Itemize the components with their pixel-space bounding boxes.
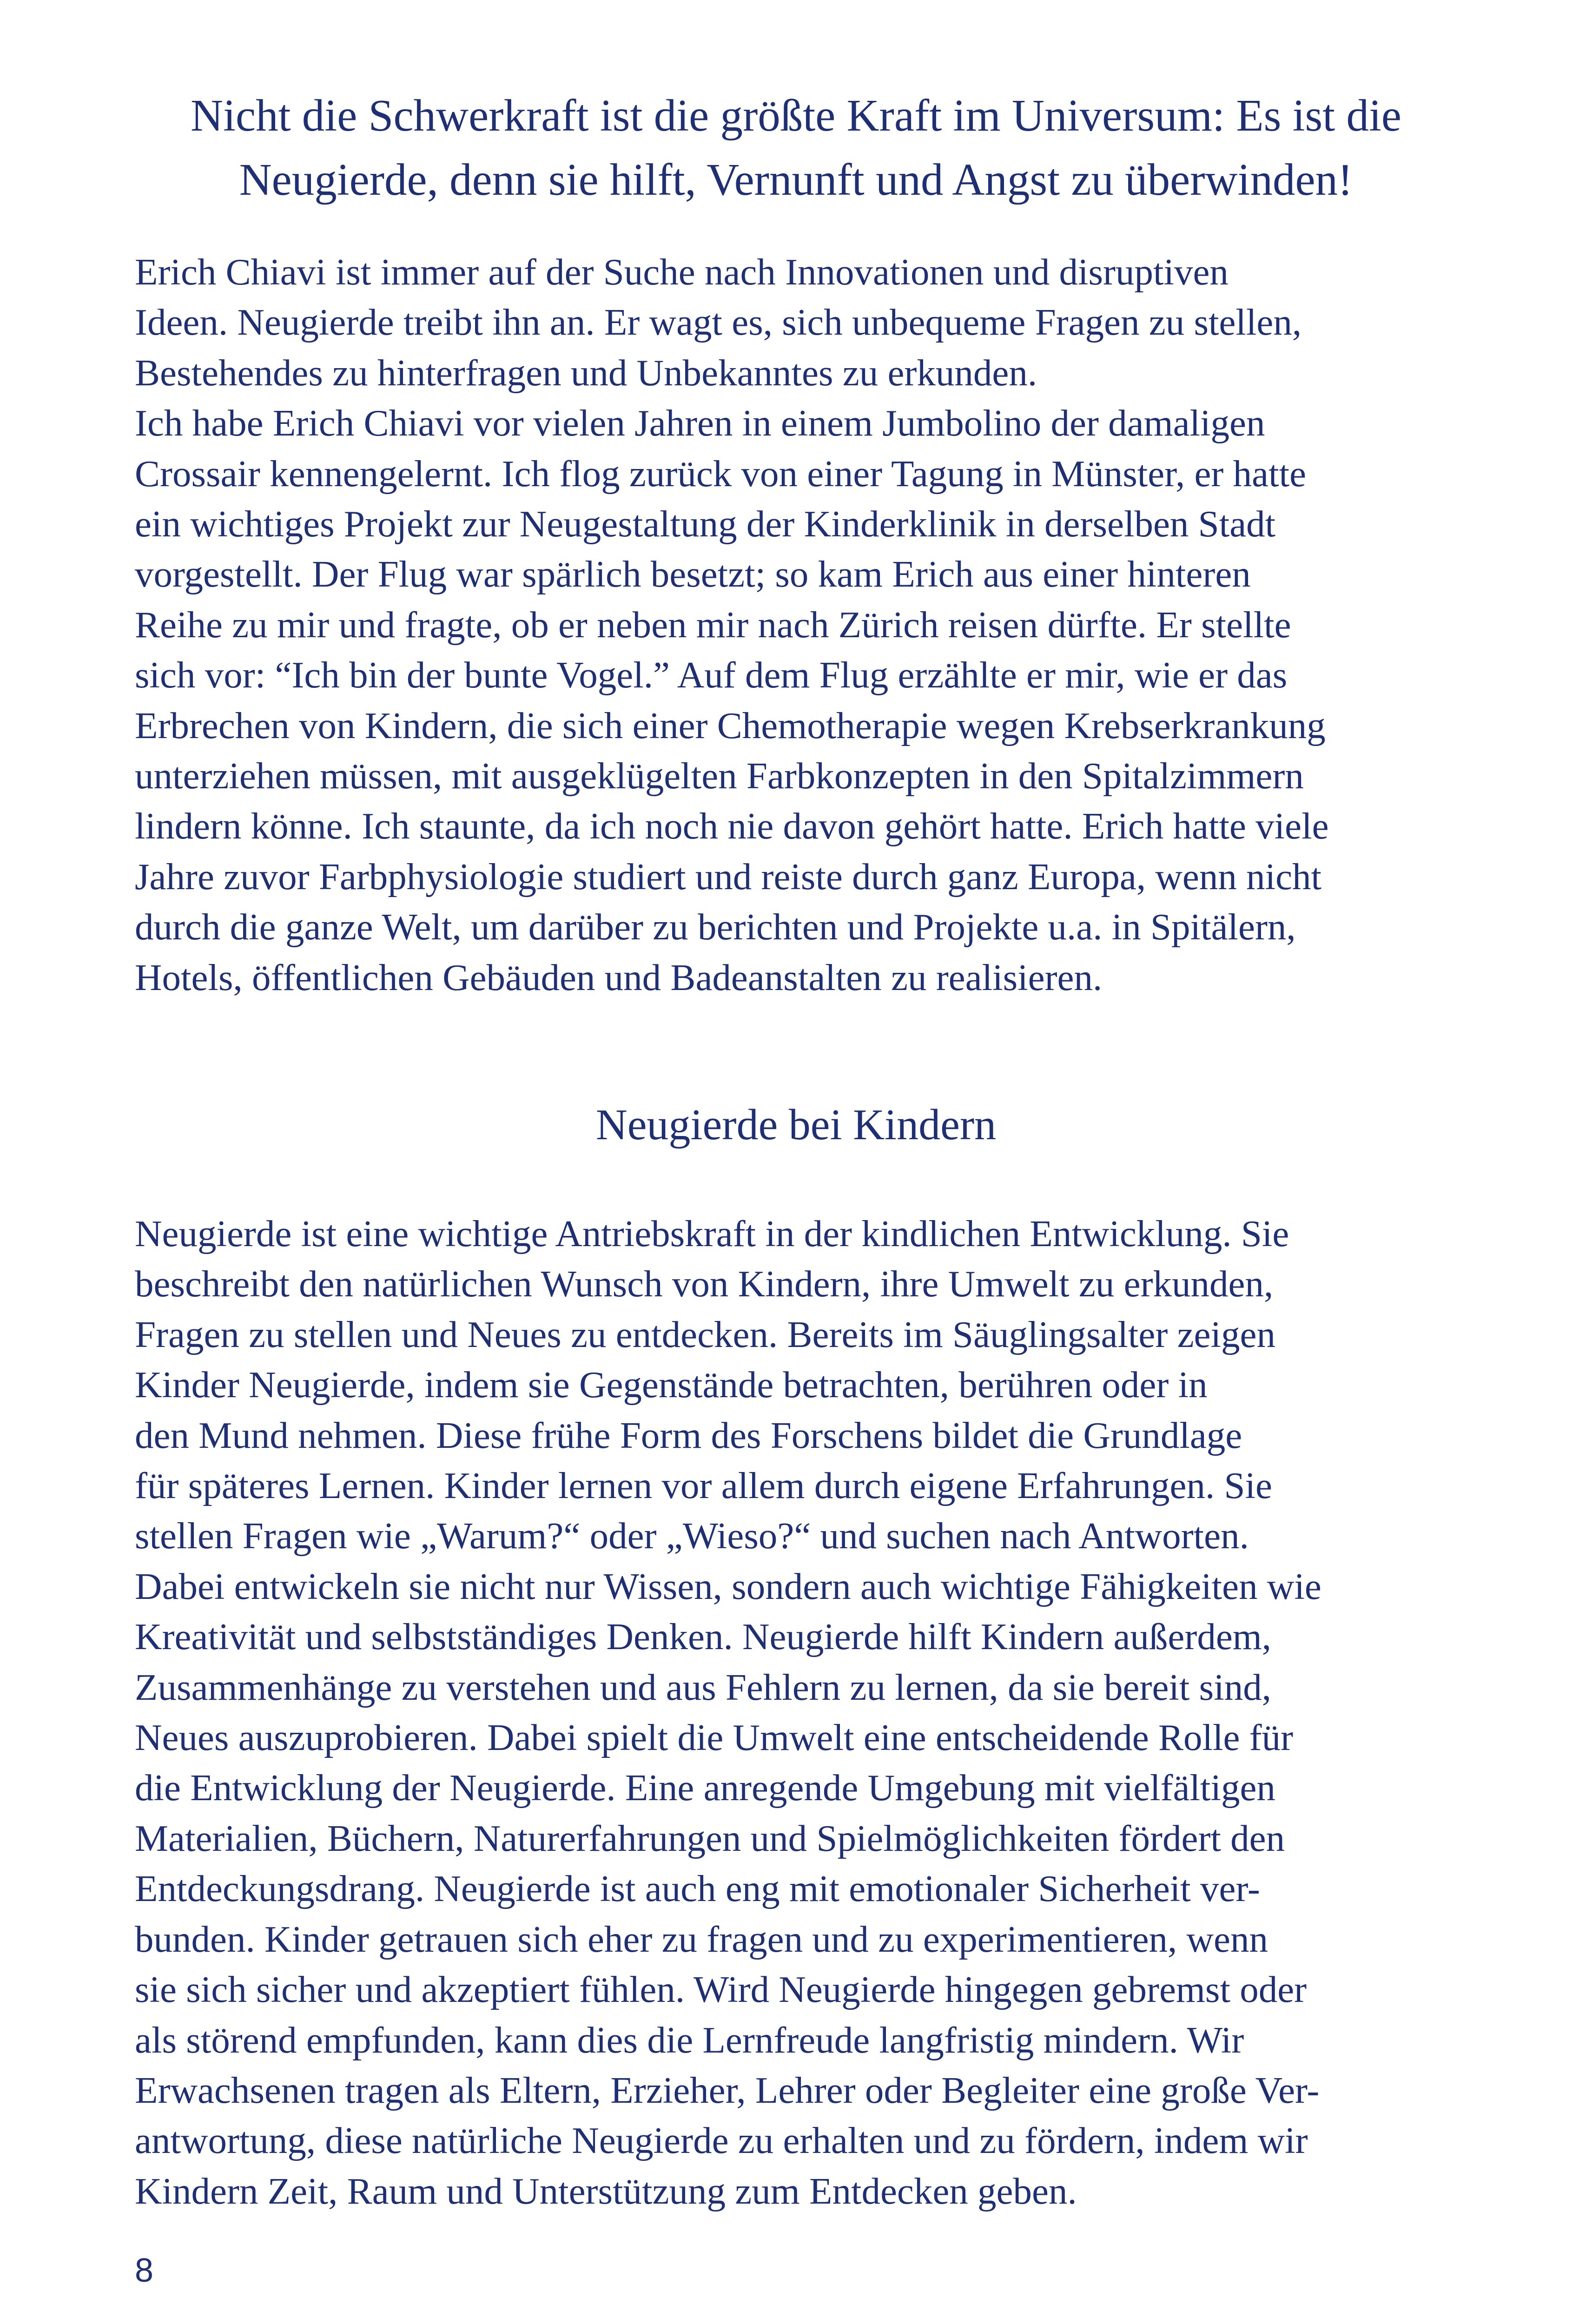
text-line: Bestehendes zu hinterfragen und Unbekanntes zu erkunden. <box>135 351 1037 394</box>
text-line: Erwachsenen tragen als Eltern, Erzieher, Lehrer oder Begleiter eine große Ver- <box>135 2069 1320 2111</box>
intro-paragraph <box>135 247 1483 1003</box>
text-line: Neugierde ist eine wichtige Antriebskraft in der kindlichen Entwicklung. Sie <box>135 1213 1289 1254</box>
text-line: bunden. Kinder getrauen sich eher zu fragen und zu experimentieren, wenn <box>135 1918 1268 1960</box>
text-line: Kreativität und selbstständiges Denken. Neugierde hilft Kindern außerdem, <box>135 1616 1272 1658</box>
text-line: ein wichtiges Projekt zur Neugestaltung der Kinderklinik in derselben Stadt <box>135 503 1276 545</box>
text-line: vorgestellt. Der Flug war spärlich besetzt; so kam Erich aus einer hinteren <box>135 553 1251 595</box>
text-line: Ideen. Neugierde treibt ihn an. Er wagt es, sich unbequeme Fragen zu stellen, <box>135 301 1302 343</box>
text-line: durch die ganze Welt, um darüber zu berichten und Projekte u.a. in Spitälern, <box>135 906 1296 948</box>
text-line: Erbrechen von Kindern, die sich einer Chemotherapie wegen Krebserkrankung <box>135 704 1326 746</box>
text-line: unterziehen müssen, mit ausgeklügelten Farbkonzepten in den Spitalzimmern <box>135 755 1304 797</box>
text-line: den Mund nehmen. Diese frühe Form des Forschens bildet die Grundlage <box>135 1414 1242 1456</box>
section-paragraph <box>135 1208 1483 2216</box>
text-line: Fragen zu stellen und Neues zu entdecken. Bereits im Säuglingsalter zeigen <box>135 1313 1275 1355</box>
text-line: für späteres Lernen. Kinder lernen vor allem durch eigene Erfahrungen. Sie <box>135 1465 1272 1507</box>
text-line: Neues auszuprobieren. Dabei spielt die Umwelt eine entscheidende Rolle für <box>135 1717 1294 1759</box>
text-line: Hotels, öffentlichen Gebäuden und Badeanstalten zu realisieren. <box>135 956 1103 998</box>
text-line: Entdeckungsdrang. Neugierde ist auch eng mit emotionaler Sicherheit ver- <box>135 1868 1260 1910</box>
text-line: beschreibt den natürlichen Wunsch von Kindern, ihre Umwelt zu erkunden, <box>135 1263 1274 1305</box>
text-line: Kinder Neugierde, indem sie Gegenstände betrachten, berühren oder in <box>135 1364 1208 1406</box>
text-line: als störend empfunden, kann dies die Lernfreude langfristig mindern. Wir <box>135 2019 1244 2061</box>
text-line: Jahre zuvor Farbphysiologie studiert und reiste durch ganz Europa, wenn nicht <box>135 855 1322 898</box>
text-line: Erich Chiavi ist immer auf der Suche nach Innovationen und disruptiven <box>135 251 1229 293</box>
text-line: lindern könne. Ich staunte, da ich noch nie davon gehört hatte. Erich hatte viele <box>135 805 1329 847</box>
text-line: Reihe zu mir und fragte, ob er neben mir nach Zürich reisen dürfte. Er stellte <box>135 603 1291 646</box>
text-line: antwortung, diese natürliche Neugierde zu erhalten und zu fördern, indem wir <box>135 2119 1308 2162</box>
page-number: 8 <box>135 2252 154 2289</box>
text-line: sie sich sicher und akzeptiert fühlen. Wird Neugierde hingegen gebremst oder <box>135 1968 1307 2011</box>
section-heading: Neugierde bei Kindern <box>595 1101 997 1149</box>
text-line: Dabei entwickeln sie nicht nur Wissen, sondern auch wichtige Fähigkeiten wie <box>135 1565 1321 1607</box>
text-line: sich vor: “Ich bin der bunte Vogel.” Auf dem Flug erzählte er mir, wie er das <box>135 654 1288 696</box>
text-line: Kindern Zeit, Raum und Unterstützung zum Entdecken geben. <box>135 2170 1077 2212</box>
text-line: die Entwicklung der Neugierde. Eine anregende Umgebung mit vielfältigen <box>135 1767 1275 1809</box>
text-line: Zusammenhänge zu verstehen und aus Fehlern zu lernen, da sie bereit sind, <box>135 1666 1271 1708</box>
title-line: Nicht die Schwerkraft ist die größte Kraft im Universum: Es ist die <box>191 91 1401 140</box>
text-line: Crossair kennengelernt. Ich flog zurück von einer Tagung in Münster, er hatte <box>135 452 1307 495</box>
page-title <box>130 84 1462 212</box>
text-line: stellen Fragen wie „Warum?“ oder „Wieso?“ und suchen nach Antworten. <box>135 1515 1249 1557</box>
text-line: Ich habe Erich Chiavi vor vielen Jahren in einem Jumbolino der damaligen <box>135 402 1265 444</box>
text-line: Materialien, Büchern, Naturerfahrungen und Spielmöglichkeiten fördert den <box>135 1817 1285 1859</box>
title-line: Neugierde, denn sie hilft, Vernunft und Angst zu überwinden! <box>239 155 1353 205</box>
